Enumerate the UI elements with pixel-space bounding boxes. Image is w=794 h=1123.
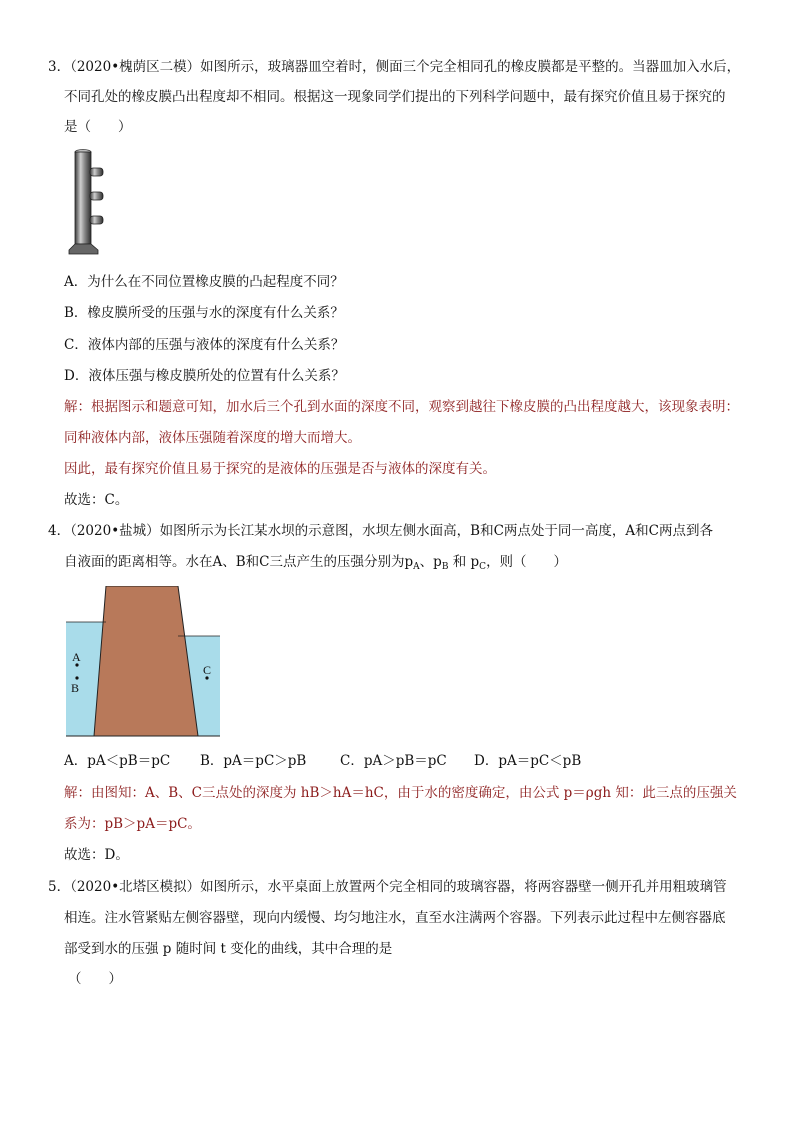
q5-stem-line1: 5．（2020•北塔区模拟）如图所示，水平桌面上放置两个完全相同的玻璃容器，将两容器壁一侧开孔并用粗玻璃管 — [48, 879, 727, 895]
q4-option-a: A．pA＜pB＝pC — [64, 753, 171, 769]
q4-option-d: D．pA＝pC＜pB — [474, 753, 582, 769]
q4-option-b: B．pA＝pC＞pB — [200, 753, 307, 769]
q3-option-c: C．液体内部的压强与液体的深度有什么关系？ — [64, 337, 345, 353]
glass-vessel-figure — [66, 148, 118, 258]
q4-solution-line1: 解：由图知：A、B、C三点处的深度为 hB＞hA＝hC，由于水的密度确定，由公式 p＝ρgh 知：此三点的压强关 — [64, 785, 737, 801]
q3-option-b: B．橡皮膜所受的压强与水的深度有什么关系？ — [64, 305, 344, 321]
q4-options-row — [64, 752, 764, 770]
q3-option-a: A．为什么在不同位置橡皮膜的凸起程度不同？ — [64, 274, 344, 290]
label-b: B — [71, 681, 80, 695]
point-b-dot — [75, 676, 78, 679]
q5-stem-line2: 相连。注水管紧贴左侧容器壁，现向内缓慢、均匀地注水，直至水注满两个容器。下列表示此过程中左侧容器底 — [64, 910, 726, 926]
q3-option-d: D．液体压强与橡皮膜所处的位置有什么关系？ — [64, 368, 345, 384]
q3-stem-line1: 3．（2020•槐荫区二模）如图所示，玻璃器皿空着时，侧面三个完全相同孔的橡皮膜都是平整的。当器皿加入水后， — [48, 59, 741, 75]
q3-answer: 故选：C。 — [64, 492, 129, 508]
label-c: C — [203, 663, 212, 677]
q3-solution-line1: 解：根据图示和题意可知，加水后三个孔到水面的深度不同，观察到越往下橡皮膜的凸出程度越大，该现象表明： — [64, 399, 739, 415]
q3-solution-line3: 因此，最有探究价值且易于探究的是液体的压强是否与液体的深度有关。 — [64, 461, 496, 477]
q4-option-c: C．pA＞pB＝pC — [340, 753, 447, 769]
q4-stem-line2: 自液面的距离相等。水在A、B和C三点产生的压强分别为$p_A$、$p_B$ 和 $p_C$，则（ ） — [64, 554, 568, 572]
q5-stem-line4: （ ） — [68, 971, 122, 987]
q3-stem-line3: 是（ ） — [64, 119, 132, 135]
label-a: A — [72, 650, 81, 664]
q4-stem-line1: 4．（2020•盐城）如图所示为长江某水坝的示意图，水坝左侧水面高，B和C两点处于同一高度，A和C两点到各 — [48, 523, 713, 539]
q3-stem-line2: 不同孔处的橡皮膜凸出程度却不相同。根据这一现象同学们提出的下列科学问题中，最有探究价值且易于探究的 — [64, 89, 726, 105]
dam-figure — [66, 586, 220, 738]
q5-stem-line3: 部受到水的压强 p 随时间 t 变化的曲线，其中合理的是 — [64, 941, 393, 957]
q3-solution-line2: 同种液体内部，液体压强随着深度的增大而增大。 — [64, 430, 361, 446]
q4-answer: 故选：D。 — [64, 847, 129, 863]
q4-solution-line2: 系为：pB＞pA＝pC。 — [64, 816, 201, 832]
